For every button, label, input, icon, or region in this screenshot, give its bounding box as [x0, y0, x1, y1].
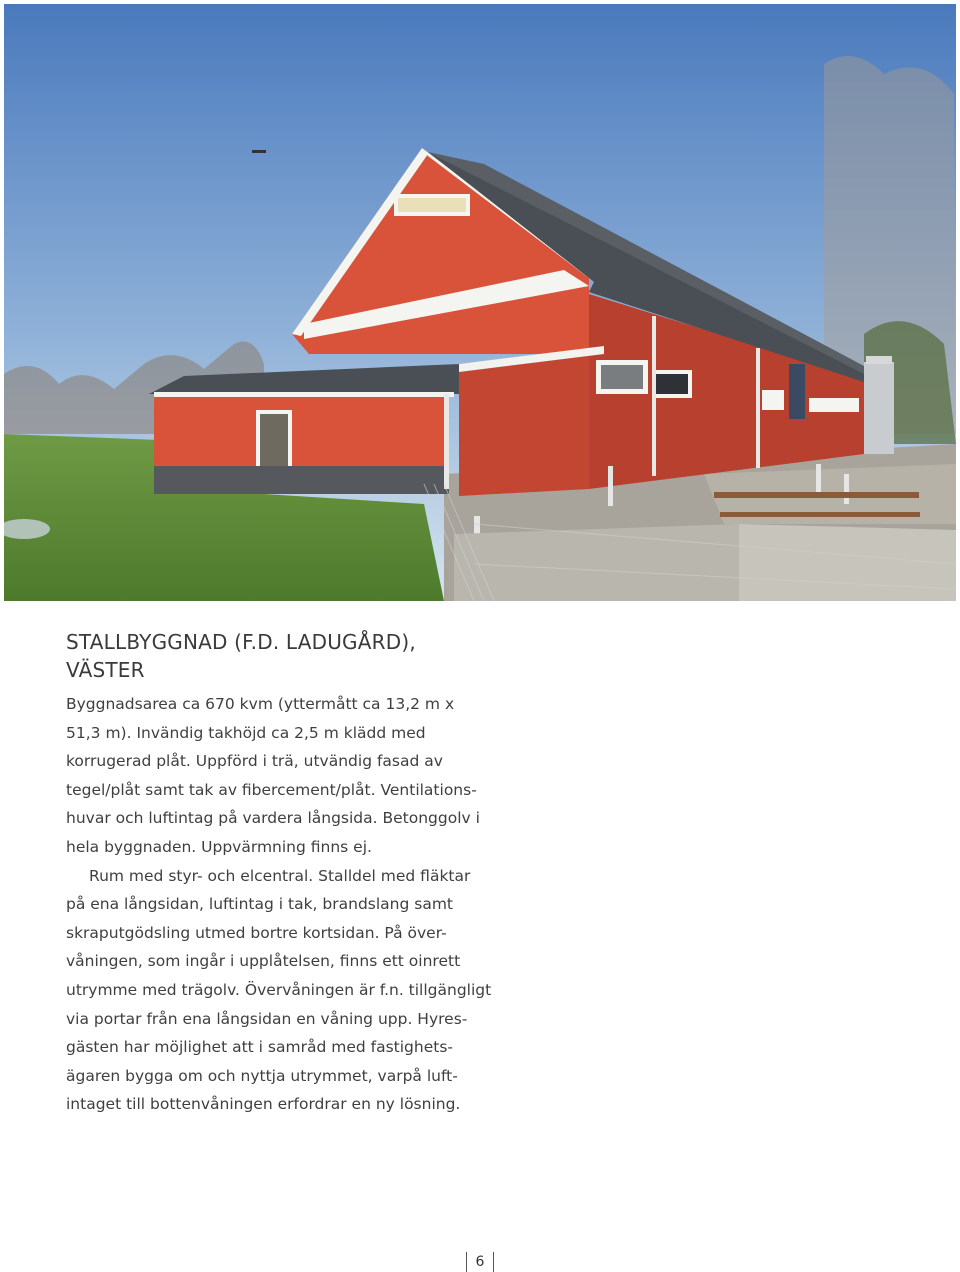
section-heading: STALLBYGGNAD (F.D. LADUGÅRD), VÄSTER — [66, 630, 416, 682]
body-line: via portar från ena långsidan en våning upp. Hyres- — [66, 1009, 468, 1028]
barn-photo-illustration — [4, 4, 956, 601]
body-line: korrugerad plåt. Uppförd i trä, utvändig fasad av — [66, 752, 443, 771]
body-line: på ena långsidan, luftintag i tak, brandslang samt — [66, 895, 454, 914]
body-line: Rum med styr- och elcentral. Stalldel med fläktar — [89, 866, 471, 885]
body-line: ägaren bygga om och nyttja utrymmet, varpå luft- — [66, 1066, 458, 1085]
body-line: utrymme med trägolv. Övervåningen är f.n. tillgängligt — [66, 980, 492, 999]
body-line: 51,3 m). Invändig takhöjd ca 2,5 m klädd med — [66, 723, 426, 742]
body-line: tegel/plåt samt tak av fibercement/plåt. Ventilations- — [66, 780, 477, 799]
page-number: 6 — [466, 1252, 494, 1272]
body-line: våningen, som ingår i upplåtelsen, finns ett oinrett — [66, 952, 461, 971]
body-line: gästen har möjlighet att i samråd med fastighets- — [66, 1038, 453, 1057]
body-line: skraputgödsling utmed bortre kortsidan. På över- — [66, 923, 447, 942]
body-line: hela byggnaden. Uppvärmning finns ej. — [66, 837, 372, 856]
body-line: Byggnadsarea ca 670 kvm (yttermått ca 13,2 m x — [66, 695, 455, 713]
text-block — [66, 628, 492, 1119]
body-line: intaget till bottenvåningen erfordrar en ny lösning. — [66, 1095, 461, 1114]
barn-photo — [4, 4, 956, 601]
body-line: huvar och luftintag på vardera långsida. Betonggolv i — [66, 809, 480, 828]
